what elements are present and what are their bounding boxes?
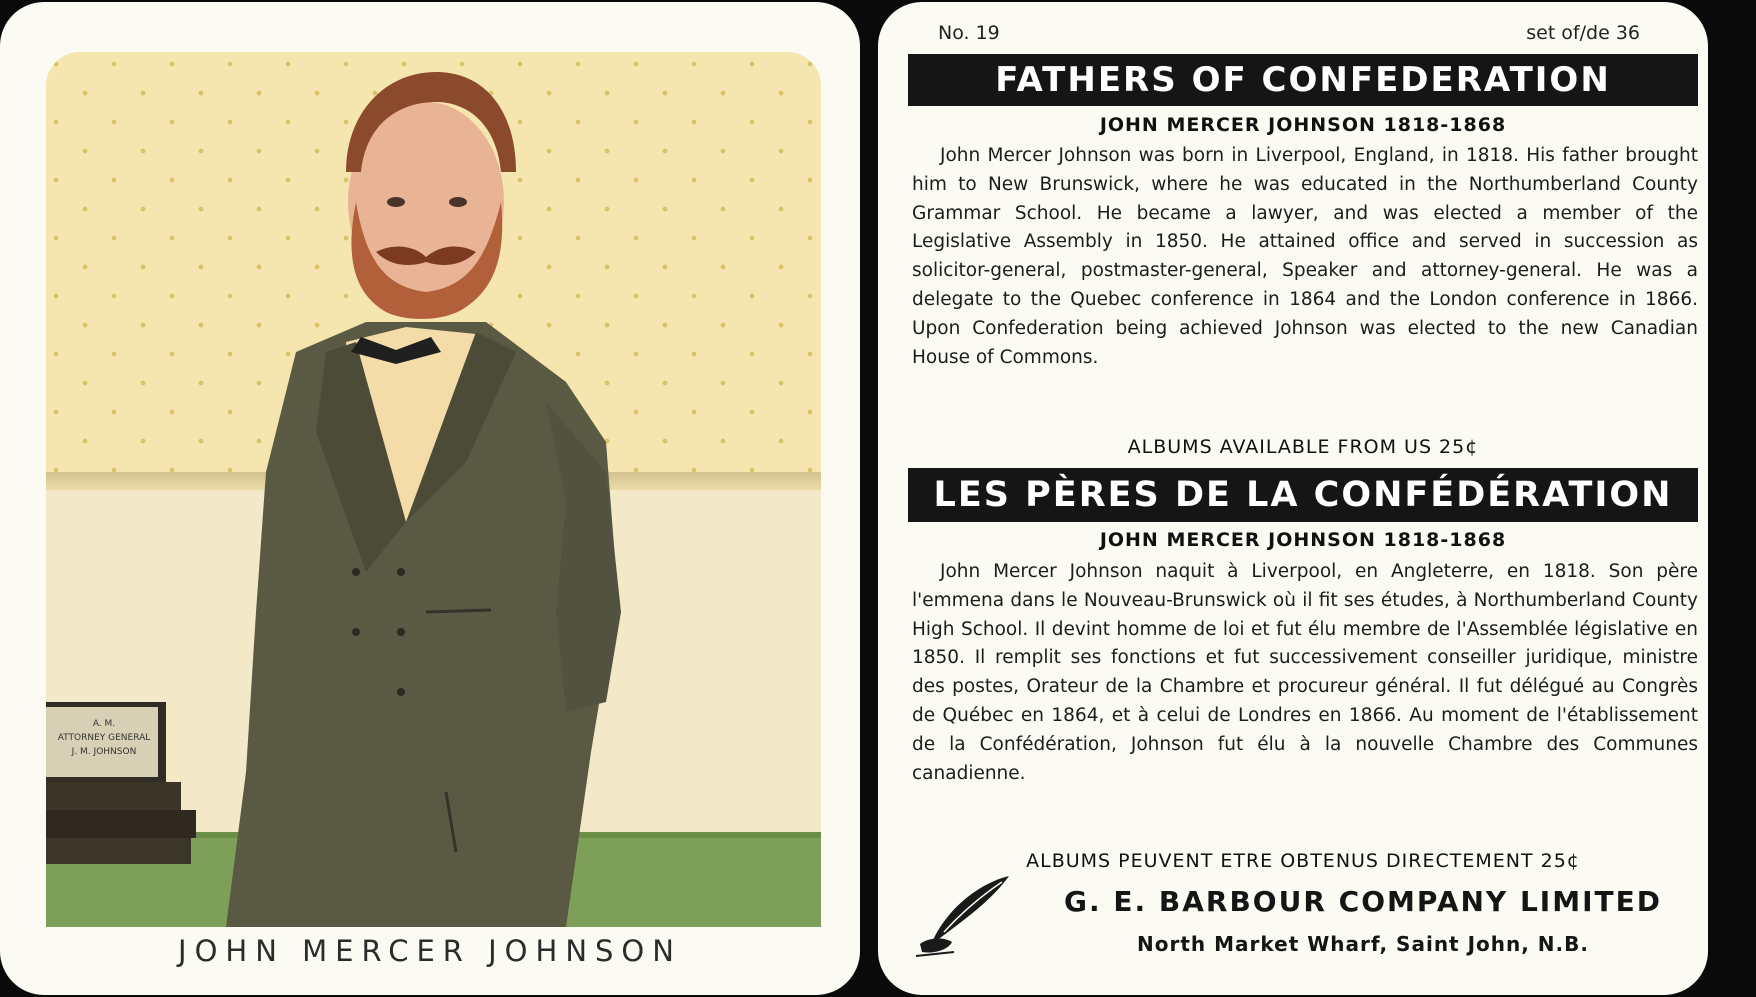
portrait-figure <box>46 52 821 927</box>
card-back <box>878 2 1708 995</box>
quill-pen-icon <box>914 872 1014 962</box>
french-albums-note: ALBUMS PEUVENT ETRE OBTENUS DIRECTEMENT 25¢ <box>1026 850 1580 872</box>
french-subhead: JOHN MERCER JOHNSON 1818-1868 <box>1099 529 1507 551</box>
portrait-caption: JOHN MERCER JOHNSON <box>178 934 682 968</box>
book-stack <box>46 702 196 864</box>
card-front <box>0 2 860 995</box>
book-spine-line-3: J. M. JOHNSON <box>71 747 137 757</box>
english-subhead: JOHN MERCER JOHNSON 1818-1868 <box>1099 114 1507 136</box>
portrait-illustration <box>46 52 821 927</box>
company-name: G. E. BARBOUR COMPANY LIMITED <box>1064 885 1662 918</box>
set-count: set of/de 36 <box>1526 22 1640 44</box>
card-number: No. 19 <box>938 22 1000 44</box>
man-figure <box>226 72 621 927</box>
english-banner: FATHERS OF CONFEDERATION <box>908 54 1698 106</box>
english-biography: John Mercer Johnson was born in Liverpool, England, in 1818. His father brought him to New Brunswick, where he was educated in the Northumberland County Grammar School. He became a lawyer, and was elected a member of the Legislative Assembly in 1850. He attained office and served in succession as solicitor-general, postmaster-general, Speaker and attorney-general. He was a delegate to the Quebec conference in 1864 and the London conference in 1866. Upon Confederation being achieved Johnson was elected to the new Canadian House of Commons. <box>912 145 1698 368</box>
book-spine-line-1: A. M. <box>92 719 116 729</box>
french-biography: John Mercer Johnson naquit à Liverpool, en Angleterre, en 1818. Son père l'emmena dans le Nouveau-Brunswick où il fit ses études, à Northumberland County High School. Il devint homme de loi et fut élu membre de l'Assemblée législative en 1850. Il remplit ses fonctions et fut successivement conseiller juridique, ministre des postes, Orateur de la Chambre et procureur général. Il fut délégué au Congrès de Québec en 1864, et à celui de Londres en 1866. Au moment de l'établissement de la Confédération, Johnson fut élu à la nouvelle Chambre des Communes canadienne. <box>912 561 1698 784</box>
french-banner: LES PÈRES DE LA CONFÉDÉRATION <box>908 468 1698 522</box>
book-spine-line-2: ATTORNEY GENERAL <box>57 733 151 743</box>
english-albums-note: ALBUMS AVAILABLE FROM US 25¢ <box>1127 436 1479 458</box>
company-address: North Market Wharf, Saint John, N.B. <box>1137 932 1589 956</box>
